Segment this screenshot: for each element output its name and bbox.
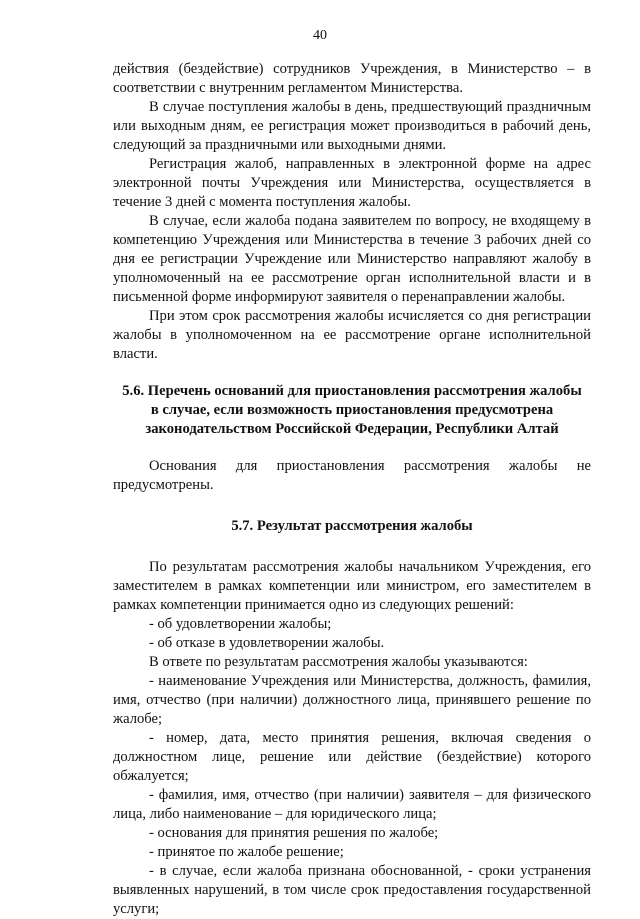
paragraph: По результатам рассмотрения жалобы начальником Учреждения, его заместителем в рамках компетенции или министром, его заместителем в рамках компетенции принимается одно из следующих решений: [113,559,591,613]
heading-line: законодательством Российской Федерации, Республики Алтай [145,421,559,437]
paragraph: действия (бездействие) сотрудников Учреждения, в Министерство – в соответствии с внутренним регламентом Министерства. [113,61,591,96]
list-item: - наименование Учреждения или Министерства, должность, фамилия, имя, отчество (при наличии) должностного лица, принявшего решение по жалобе; [113,673,591,727]
paragraph: Регистрация жалоб, направленных в электронной форме на адрес электронной почты Учреждения или Министерства, осуществляется в течение 3 дней с момента поступления жалобы. [113,156,591,210]
list-item: - в случае, если жалоба признана обоснованной, - сроки устранения выявленных нарушений, в том числе срок предоставления государственной услуги; [113,863,591,917]
list-item: - фамилия, имя, отчество (при наличии) заявителя – для физического лица, либо наименование – для юридического лица; [113,787,591,822]
list-item: - об удовлетворении жалобы; [149,616,332,632]
page-content [113,60,591,919]
paragraph: Основания для приостановления рассмотрения жалобы не предусмотрены. [113,458,591,493]
paragraph: При этом срок рассмотрения жалобы исчисляется со дня регистрации жалобы в уполномоченном на ее рассмотрение органе исполнительной власти. [113,308,591,362]
heading-line: 5.6. Перечень оснований для приостановления рассмотрения жалобы [122,383,582,399]
list-item: - принятое по жалобе решение; [149,844,344,860]
paragraph: В ответе по результатам рассмотрения жалобы указываются: [149,654,528,670]
page-number: 40 [313,28,327,43]
list-item: - основания для принятия решения по жалобе; [149,825,439,841]
list-item: - номер, дата, место принятия решения, включая сведения о должностном лице, решение или действие (бездействие) которого обжалуется; [113,730,591,784]
paragraph: В случае, если жалоба подана заявителем по вопросу, не входящему в компетенцию Учреждения или Министерства в течение 3 рабочих дней со дня ее регистрации Учреждение или Министерство направляют жалобу в уполномоченный на ее рассмотрение орган исполнительной власти и в письменной форме информируют заявителя о перенаправлении жалобы. [113,213,591,305]
section-heading-5-6 [113,382,591,439]
list-item: - об отказе в удовлетворении жалобы. [149,635,385,651]
paragraph: В случае поступления жалобы в день, предшествующий праздничным или выходным дням, ее регистрация может производиться в рабочий день, следующий за праздничными или выходными днями. [113,99,591,153]
heading-line: в случае, если возможность приостановления предусмотрена [150,402,554,418]
section-heading-5-7: 5.7. Результат рассмотрения жалобы [231,518,473,534]
